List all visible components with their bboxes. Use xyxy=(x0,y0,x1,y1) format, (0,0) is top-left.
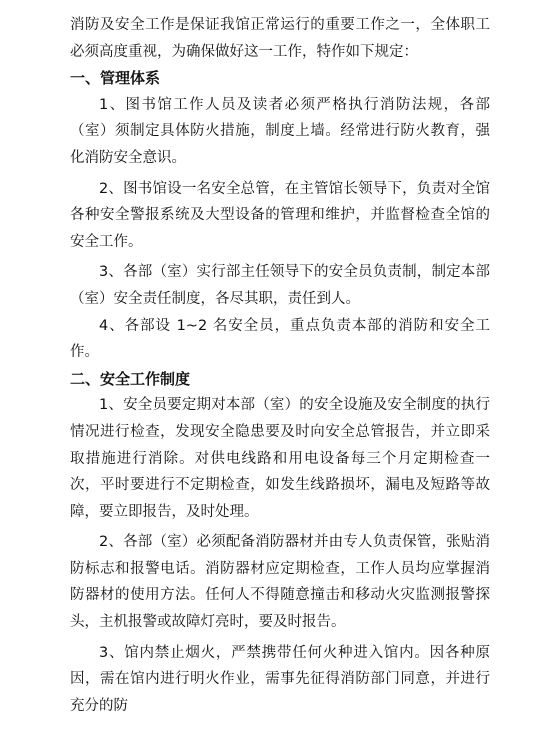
management-clause-4: 4、各部设 1~2 名安全员，重点负责本部的消防和安全工作。 xyxy=(70,317,490,361)
management-clause-2: 2、图书馆设一名安全总管，在主管馆长领导下，负责对全馆各种安全警报系统及大型设备的管理和维护，并监督检查全馆的安全工作。 xyxy=(70,180,490,250)
management-clause-3: 3、各部（室）实行部主任领导下的安全员负责制，制定本部（室）安全责任制度，各尽其职，责任到人。 xyxy=(70,264,490,307)
section-heading-management: 一、管理体系 xyxy=(70,69,161,88)
intro-paragraph: 消防及安全工作是保证我馆正常运行的重要工作之一，全体职工必须高度重视，为确保做好这一工作，特作如下规定： xyxy=(70,17,490,60)
safety-clause-1: 1、安全员要定期对本部（室）的安全设施及安全制度的执行情况进行检查，发现安全隐患要及时向安全总管报告，并立即采取措施进行消除。对供电线路和用电设备每三个月定期检查一次，平时要进行不定期检查，如发生线路损坏，漏电及短路等故障，要立即报告，及时处理。 xyxy=(70,397,490,520)
safety-clause-3: 3、馆内禁止烟火，严禁携带任何火种进入馆内。因各种原因，需在馆内进行明火作业，需事先征得消防部门同意，并进行充分的防 xyxy=(70,644,490,714)
section-heading-safety-rules: 二、安全工作制度 xyxy=(70,369,191,388)
safety-clause-2: 2、各部（室）必须配备消防器材并由专人负责保管，张贴消防标志和报警电话。消防器材应定期检查，工作人员均应掌握消防器材的使用方法。任何人不得随意撞击和移动火灾监测报警探头，主机报警或故障灯亮时，要及时报告。 xyxy=(70,534,490,631)
management-clause-1: 1、图书馆工作人员及读者必须严格执行消防法规，各部（室）须制定具体防火措施，制度上墙。经常进行防火教育，强化消防安全意识。 xyxy=(70,96,490,166)
document-page xyxy=(70,12,490,719)
